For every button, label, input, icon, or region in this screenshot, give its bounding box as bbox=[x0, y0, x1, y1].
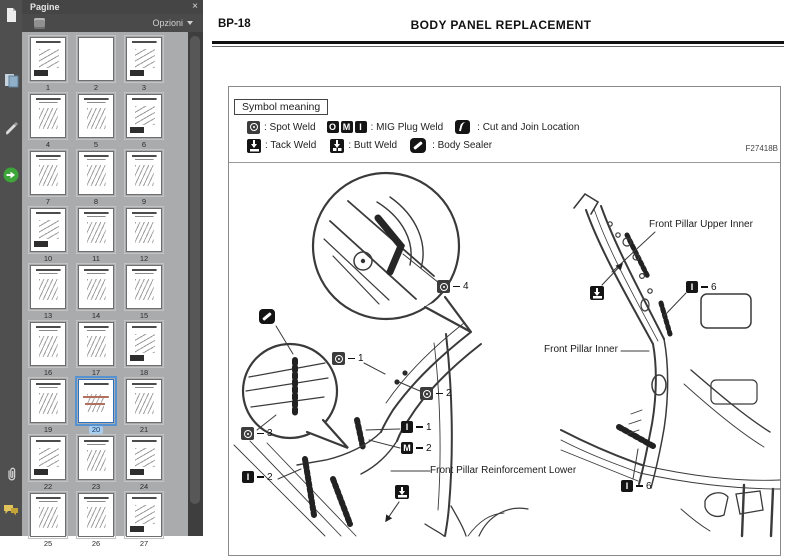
page-thumbnail[interactable] bbox=[125, 37, 163, 94]
thumbnail-page-image[interactable] bbox=[126, 436, 162, 480]
mig-m-icon: M bbox=[341, 121, 353, 133]
thumbnail-page-image[interactable] bbox=[126, 37, 162, 81]
page-thumbnail[interactable] bbox=[29, 208, 67, 265]
page-thumbnail[interactable] bbox=[29, 151, 67, 208]
thumbnail-page-number: 8 bbox=[93, 197, 99, 206]
callout-number: 6 bbox=[711, 281, 717, 293]
thumbnail-page-image[interactable] bbox=[78, 265, 114, 309]
thumbnail-page-number: 6 bbox=[141, 140, 147, 149]
thumbnail-page-image[interactable] bbox=[30, 322, 66, 366]
callout-number: 2 bbox=[267, 471, 273, 483]
cut-join-label: : Cut and Join Location bbox=[477, 121, 580, 133]
body-sealer-icon bbox=[410, 138, 426, 153]
page-thumbnail[interactable] bbox=[29, 265, 67, 322]
thumbnail-page-number: 13 bbox=[43, 311, 53, 320]
thumbnail-page-image[interactable] bbox=[126, 379, 162, 423]
thumbnail-page-image[interactable] bbox=[30, 493, 66, 537]
page-thumbnail[interactable] bbox=[77, 436, 115, 493]
spot-weld-icon bbox=[420, 387, 433, 400]
thumbnail-page-number: 9 bbox=[141, 197, 147, 206]
thumbnail-page-image[interactable] bbox=[78, 94, 114, 138]
thumbnail-page-number: 5 bbox=[93, 140, 99, 149]
page-thumbnail[interactable] bbox=[29, 37, 67, 94]
callout-number: 1 bbox=[426, 421, 432, 433]
page-thumbnail[interactable] bbox=[77, 265, 115, 322]
page-thumbnail[interactable] bbox=[29, 379, 67, 436]
document-icon[interactable] bbox=[0, 5, 22, 25]
callout-i-1 bbox=[401, 421, 432, 433]
thumbnail-page-number: 19 bbox=[43, 425, 53, 434]
thumbnail-page-number: 11 bbox=[92, 254, 100, 263]
figure-code: F27418B bbox=[745, 144, 778, 153]
options-button[interactable] bbox=[152, 18, 193, 28]
page-thumbnail[interactable] bbox=[29, 493, 67, 550]
page-thumbnail[interactable] bbox=[125, 493, 163, 550]
page-thumbnail[interactable] bbox=[125, 151, 163, 208]
page-thumbnail[interactable] bbox=[77, 151, 115, 208]
thumbnails-panel bbox=[22, 32, 188, 548]
mig-o-icon: O bbox=[327, 121, 339, 133]
tack-weld-icon bbox=[395, 485, 409, 499]
scrollbar-thumb[interactable] bbox=[190, 36, 200, 504]
thumbnail-page-image[interactable] bbox=[126, 493, 162, 537]
legend-row-2 bbox=[247, 138, 492, 153]
thumbnail-page-number: 1 bbox=[45, 83, 51, 92]
thumbnail-page-image[interactable] bbox=[78, 151, 114, 195]
panel-icon-strip bbox=[0, 0, 22, 536]
label-front-pillar-reinforcement-lower: Front Pillar Reinforcement Lower bbox=[430, 465, 577, 476]
thumbnail-page-number: 3 bbox=[141, 83, 147, 92]
page-thumbnail[interactable] bbox=[77, 37, 115, 94]
thumbnail-page-number: 27 bbox=[139, 539, 149, 548]
tack-weld-icon bbox=[247, 139, 261, 153]
callout-spot-3 bbox=[241, 427, 273, 440]
thumbnail-page-number: 4 bbox=[45, 140, 51, 149]
page-title: BODY PANEL REPLACEMENT bbox=[410, 18, 592, 32]
thumbnail-page-number: 20 bbox=[89, 426, 103, 434]
comments-icon[interactable] bbox=[0, 500, 22, 520]
panel-scrollbar[interactable] bbox=[188, 0, 203, 536]
thumbnail-page-number: 7 bbox=[45, 197, 51, 206]
legend-row-1 bbox=[247, 120, 579, 134]
callout-number: 2 bbox=[446, 388, 452, 399]
page-thumbnail[interactable] bbox=[29, 94, 67, 151]
thumbnail-page-number: 24 bbox=[139, 482, 149, 491]
callout-i-6-lower bbox=[621, 480, 652, 492]
callout-spot-1 bbox=[332, 352, 364, 365]
butt-weld-label: : Butt Weld bbox=[348, 140, 398, 151]
thumbnail-page-number: 10 bbox=[43, 254, 53, 263]
page-thumbnail[interactable] bbox=[125, 379, 163, 436]
thumbnail-page-image[interactable] bbox=[30, 379, 66, 423]
thumbnail-page-image[interactable] bbox=[30, 208, 66, 252]
header-rule bbox=[212, 41, 784, 47]
thumbnail-page-image[interactable] bbox=[78, 322, 114, 366]
tack-weld-label: : Tack Weld bbox=[265, 140, 317, 151]
thumbnail-page-number: 2 bbox=[93, 83, 99, 92]
callout-m-2 bbox=[401, 442, 432, 454]
callout-spot-4 bbox=[437, 280, 469, 293]
page-thumbnail[interactable] bbox=[125, 265, 163, 322]
thumbnail-page-number: 17 bbox=[91, 368, 101, 377]
page-thumbnail[interactable] bbox=[77, 379, 115, 436]
page-thumbnail[interactable] bbox=[77, 94, 115, 151]
thumbnail-page-number: 23 bbox=[91, 482, 101, 491]
spot-weld-icon bbox=[247, 121, 260, 134]
mig-i-icon: I bbox=[401, 421, 413, 433]
mig-i-icon: I bbox=[621, 480, 633, 492]
thumbnail-page-image[interactable] bbox=[126, 94, 162, 138]
page-thumbnail[interactable] bbox=[125, 322, 163, 379]
page-code: BP-18 bbox=[218, 18, 251, 30]
chevron-down-icon bbox=[187, 21, 193, 25]
callout-number: 6 bbox=[646, 480, 652, 492]
thumbnail-page-image[interactable] bbox=[30, 151, 66, 195]
page-thumbnail[interactable] bbox=[125, 436, 163, 493]
callout-number: 4 bbox=[463, 281, 469, 292]
page-thumbnail[interactable] bbox=[77, 493, 115, 550]
thumbnail-page-image[interactable] bbox=[30, 94, 66, 138]
callout-number: 2 bbox=[426, 442, 432, 454]
spot-weld-icon bbox=[241, 427, 254, 440]
thumbnail-page-image[interactable] bbox=[126, 208, 162, 252]
page-thumbnail[interactable] bbox=[29, 322, 67, 379]
thumbnail-page-image[interactable] bbox=[78, 436, 114, 480]
thumbnail-page-image[interactable] bbox=[30, 436, 66, 480]
callout-i-2 bbox=[242, 471, 273, 483]
butt-weld-icon bbox=[330, 139, 344, 153]
thumbnail-page-image[interactable] bbox=[30, 265, 66, 309]
pages-panel-toolbar bbox=[22, 14, 203, 32]
options-label: Opzioni bbox=[152, 18, 183, 28]
thumbnail-page-number: 22 bbox=[43, 482, 53, 491]
thumbnail-grid bbox=[22, 32, 188, 550]
thumbnail-page-image[interactable] bbox=[78, 37, 114, 81]
cut-join-icon bbox=[455, 120, 470, 134]
page-thumbnail[interactable] bbox=[77, 322, 115, 379]
pages-panel-header bbox=[22, 0, 203, 14]
callout-i-6-upper bbox=[686, 281, 717, 293]
label-front-pillar-inner: Front Pillar Inner bbox=[544, 344, 618, 355]
thumbnail-page-image[interactable] bbox=[78, 208, 114, 252]
thumbnail-page-image[interactable] bbox=[126, 322, 162, 366]
spot-weld-icon bbox=[437, 280, 450, 293]
thumbnail-page-number: 25 bbox=[43, 539, 53, 548]
page-thumbnails-icon[interactable] bbox=[0, 70, 22, 90]
thumbnail-page-number: 15 bbox=[139, 311, 149, 320]
mig-weld-label: : MIG Plug Weld bbox=[370, 121, 444, 133]
page-thumbnail[interactable] bbox=[125, 94, 163, 151]
mig-m-icon: M bbox=[401, 442, 413, 454]
thumbnail-page-image[interactable] bbox=[126, 265, 162, 309]
thumbnail-page-image[interactable] bbox=[30, 37, 66, 81]
thumbnail-page-image[interactable] bbox=[78, 379, 114, 423]
page-thumbnail[interactable] bbox=[125, 208, 163, 265]
spot-weld-icon bbox=[332, 352, 345, 365]
thumbnail-page-number: 21 bbox=[139, 425, 149, 434]
body-sealer-icon bbox=[259, 309, 275, 324]
tack-weld-icon bbox=[590, 286, 604, 300]
page-thumbnail[interactable] bbox=[77, 208, 115, 265]
legend-separator bbox=[229, 162, 780, 163]
mig-i-icon: I bbox=[242, 471, 254, 483]
thumbnail-page-image[interactable] bbox=[126, 151, 162, 195]
thumbnail-page-image[interactable] bbox=[78, 493, 114, 537]
thumbnail-page-number: 14 bbox=[91, 311, 101, 320]
spot-weld-label: : Spot Weld bbox=[264, 121, 316, 133]
callout-number: 3 bbox=[267, 428, 273, 439]
panel-close-button[interactable]: × bbox=[192, 1, 198, 12]
attachments-icon[interactable] bbox=[0, 464, 22, 484]
page-thumbnail[interactable] bbox=[29, 436, 67, 493]
thumbnail-page-number: 18 bbox=[139, 368, 149, 377]
thumbnail-page-number: 16 bbox=[43, 368, 53, 377]
panel-title: Pagine bbox=[30, 2, 60, 12]
panel-tool-icon[interactable] bbox=[34, 18, 45, 29]
label-front-pillar-upper-inner: Front Pillar Upper Inner bbox=[649, 219, 753, 230]
body-sealer-label: : Body Sealer bbox=[432, 140, 493, 151]
mig-i-icon: I bbox=[686, 281, 698, 293]
mig-i-icon: I bbox=[355, 121, 367, 133]
callout-number: 1 bbox=[358, 353, 364, 364]
share-green-icon[interactable] bbox=[0, 165, 22, 185]
callout-spot-2 bbox=[420, 387, 452, 400]
legend-title: Symbol meaning bbox=[234, 99, 328, 115]
thumbnail-page-number: 26 bbox=[91, 539, 101, 548]
thumbnail-page-number: 12 bbox=[139, 254, 149, 263]
signatures-icon[interactable] bbox=[0, 117, 22, 137]
